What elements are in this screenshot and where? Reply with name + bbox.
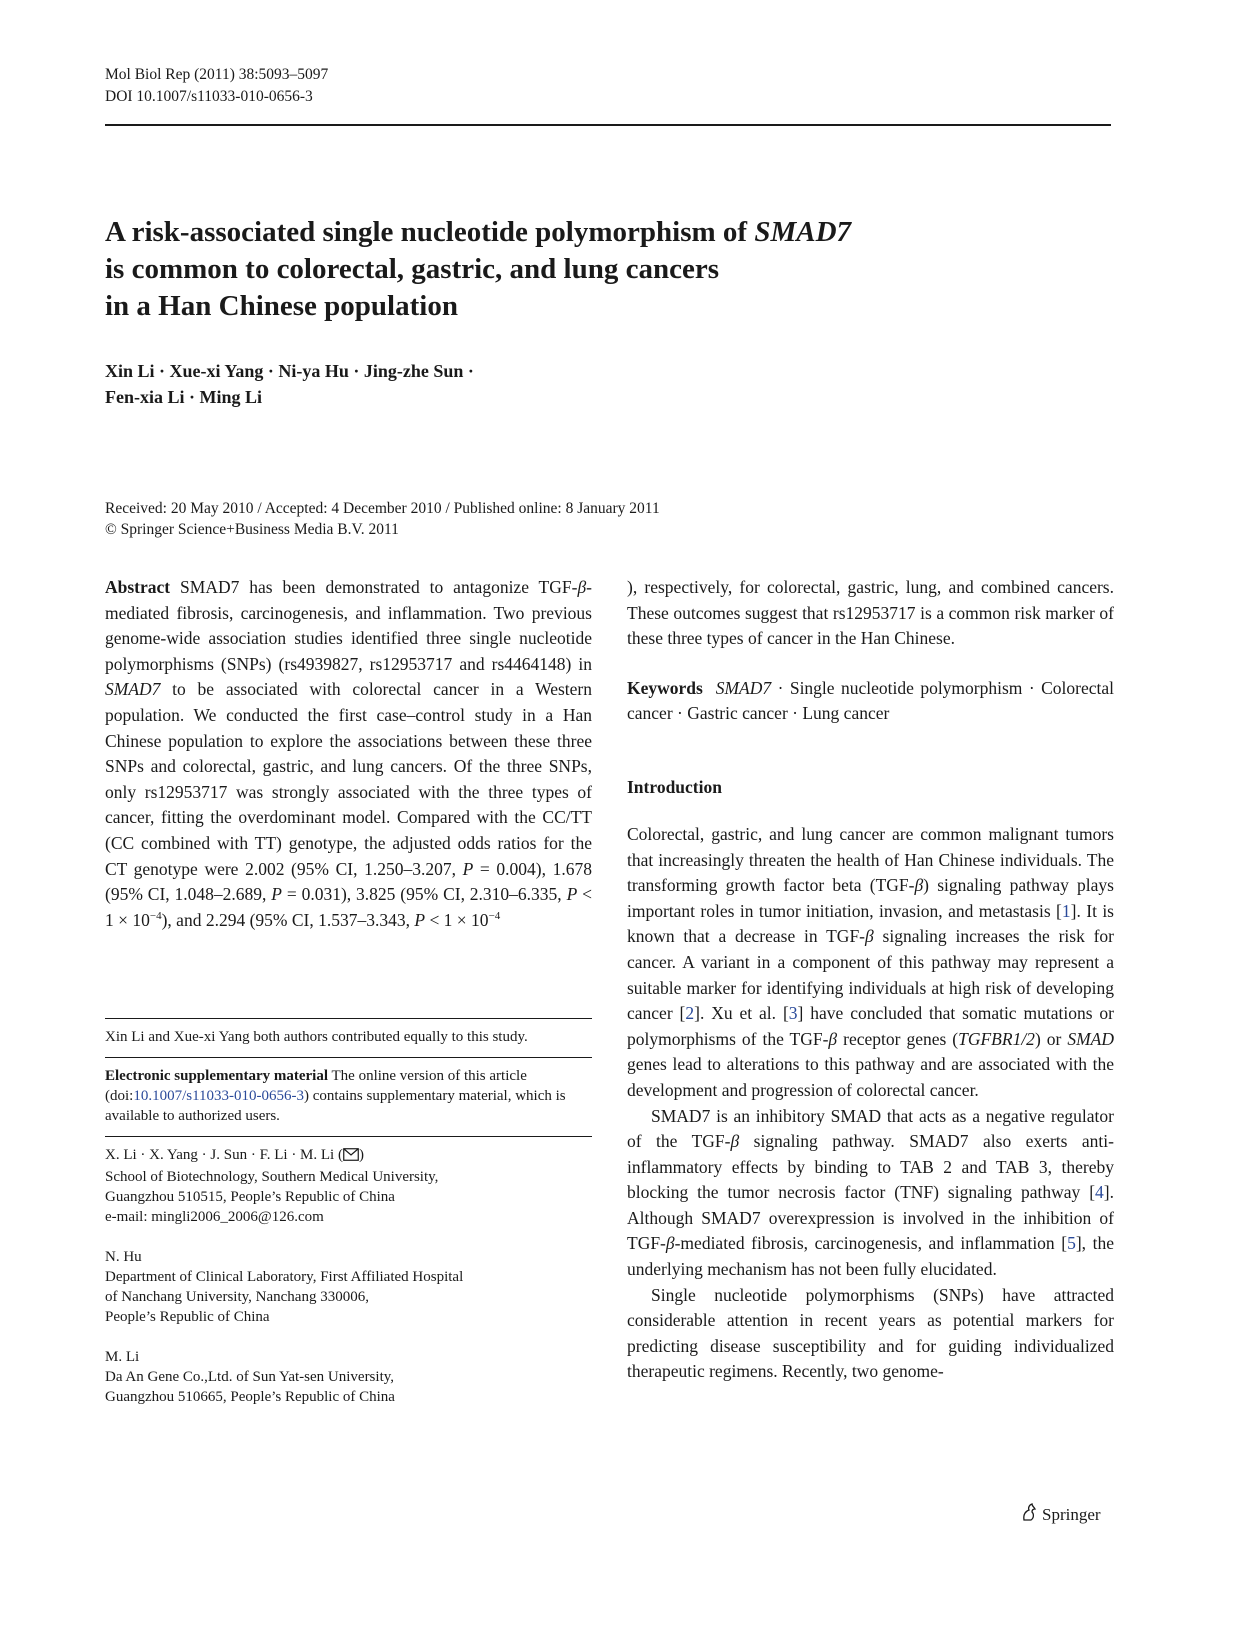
affiliation-2: N. Hu Department of Clinical Laboratory, First Affiliated Hospital of Nanchang University, Nanchang 330006, People’s Republic of China — [105, 1249, 464, 1325]
publication-history — [105, 498, 660, 540]
author-list: Xin Li · Xue-xi Yang · Ni-ya Hu · Jing-zhe Sun · Fen-xia Li · Ming Li — [105, 361, 474, 407]
supplementary-note: Electronic supplementary material The online version of this article (doi:10.1007/s11033-010-0656-3) contains supplementary material, which is available to authorized users. — [105, 1068, 566, 1124]
doi-link[interactable]: 10.1007/s11033-010-0656-3 — [133, 1088, 305, 1104]
journal-citation: Mol Biol Rep (2011) 38:5093–5097 — [105, 66, 329, 83]
article-title: A risk-associated single nucleotide polymorphism of SMAD7 is common to colorectal, gastric, and lung cancers in a Han Chinese population — [105, 216, 852, 322]
envelope-icon — [343, 1147, 359, 1167]
intro-paragraph-2: SMAD7 is an inhibitory SMAD that acts as a negative regulator of the TGF-β signaling pathway. SMAD7 also exerts anti-inflammatory effects by binding to TAB 2 and TAB 3, thereby blocking the tumor necrosis factor (TNF) signaling pathway [4]. Although SMAD7 overexpression is involved in the inhibition of TGF-β-mediated fibrosis, carcinogenesis, and inflammation [5], the underlying mechanism has not been fully elucidated. — [627, 1105, 1114, 1280]
journal-header — [105, 64, 328, 108]
copyright-line: © Springer Science+Business Media B.V. 2011 — [105, 521, 399, 538]
keywords: Keywords SMAD7 · Single nucleotide polymorphism · Colorectal cancer · Gastric cancer · Lung cancer — [627, 677, 1115, 724]
affiliation-3: M. Li Da An Gene Co.,Ltd. of Sun Yat-sen University, Guangzhou 510665, People’s Republic of China — [105, 1349, 395, 1405]
citation-link[interactable]: 2 — [685, 1003, 695, 1024]
right-column — [627, 575, 1114, 1385]
citation-link[interactable]: 5 — [1067, 1233, 1076, 1254]
springer-horse-icon — [1020, 1502, 1038, 1527]
left-column — [105, 575, 592, 933]
intro-paragraph-1: Colorectal, gastric, and lung cancer are common malignant tumors that increasingly threaten the health of Han Chinese individuals. The transforming growth factor beta (TGF-β) signaling pathway plays important roles in tumor initiation, invasion, and metastasis [1]. It is known that a decrease in TGF-β signaling increases the risk for cancer. A variant in a component of this pathway may represent a suitable marker for identifying individuals at high risk of developing cancer [2]. Xu et al. [3] have concluded that somatic mutations or polymorphisms of the TGF-β receptor genes (TGFBR1/2) or SMAD genes lead to alterations to this pathway and are associated with the development and progression of colorectal cancer. — [627, 823, 1115, 1100]
footnote-rule — [105, 1018, 592, 1019]
equal-contribution-note: Xin Li and Xue-xi Yang both authors contributed equally to this study. — [105, 1029, 528, 1045]
dates-line: Received: 20 May 2010 / Accepted: 4 December 2010 / Published online: 8 January 2011 — [105, 500, 660, 517]
footnotes — [105, 1018, 592, 1407]
citation-link[interactable]: 4 — [1095, 1182, 1104, 1203]
header-rule — [105, 124, 1111, 126]
affiliation-1: X. Li · X. Yang · J. Sun · F. Li · M. Li ( ) School of Biotechnology, Southern Medical University, Guangzhou 510515, People’s Republic of China e-mail: mingli2006_2006@126.com — [105, 1145, 592, 1227]
footnote-rule — [105, 1057, 592, 1058]
doi: DOI 10.1007/s11033-010-0656-3 — [105, 88, 313, 105]
publisher-name: Springer — [1042, 1504, 1101, 1524]
email[interactable]: e-mail: mingli2006_2006@126.com — [105, 1209, 324, 1225]
footnote-rule — [105, 1136, 592, 1137]
publisher-footer — [1020, 1502, 1101, 1527]
intro-paragraph-3: Single nucleotide polymorphisms (SNPs) have attracted considerable attention in recent years as potential markers for predicting disease susceptibility and for guiding individualized therapeutic regimens. Recently, two genome- — [627, 1284, 1114, 1382]
abstract: Abstract SMAD7 has been demonstrated to antagonize TGF-β-mediated fibrosis, carcinogenesis, and inflammation. Two previous genome-wide association studies identified three single nucleotide polymorphisms (SNPs) (rs4939827, rs12953717 and rs4464148) in SMAD7 to be associated with colorectal cancer in a Western population. We conducted the first case–control study in a Han Chinese population to explore the associations between these three SNPs and colorectal, gastric, and lung cancers. Of the three SNPs, only rs12953717 was strongly associated with the three types of cancer, fitting the overdominant model. Compared with the CC/TT (CC combined with TT) genotype, the adjusted odds ratios for the CT genotype were 2.002 (95% CI, 1.250–3.207, P = 0.004), 1.678 (95% CI, 1.048–2.689, P = 0.031), 3.825 (95% CI, 2.310–6.335, $P < 1 \times 10^{-4}$), and 2.294 (95% CI, 1.537–3.343, $P < 1 \times 10^{-4}$ — [105, 577, 593, 930]
citation-link[interactable]: 3 — [788, 1003, 798, 1024]
section-heading-introduction: Introduction — [627, 776, 722, 797]
abstract-continued: ), respectively, for colorectal, gastric, lung, and combined cancers. These outcomes suggest that rs12953717 is a common risk marker of these three types of cancer in the Han Chinese. — [627, 577, 1114, 649]
citation-link[interactable]: 1 — [1061, 900, 1071, 921]
